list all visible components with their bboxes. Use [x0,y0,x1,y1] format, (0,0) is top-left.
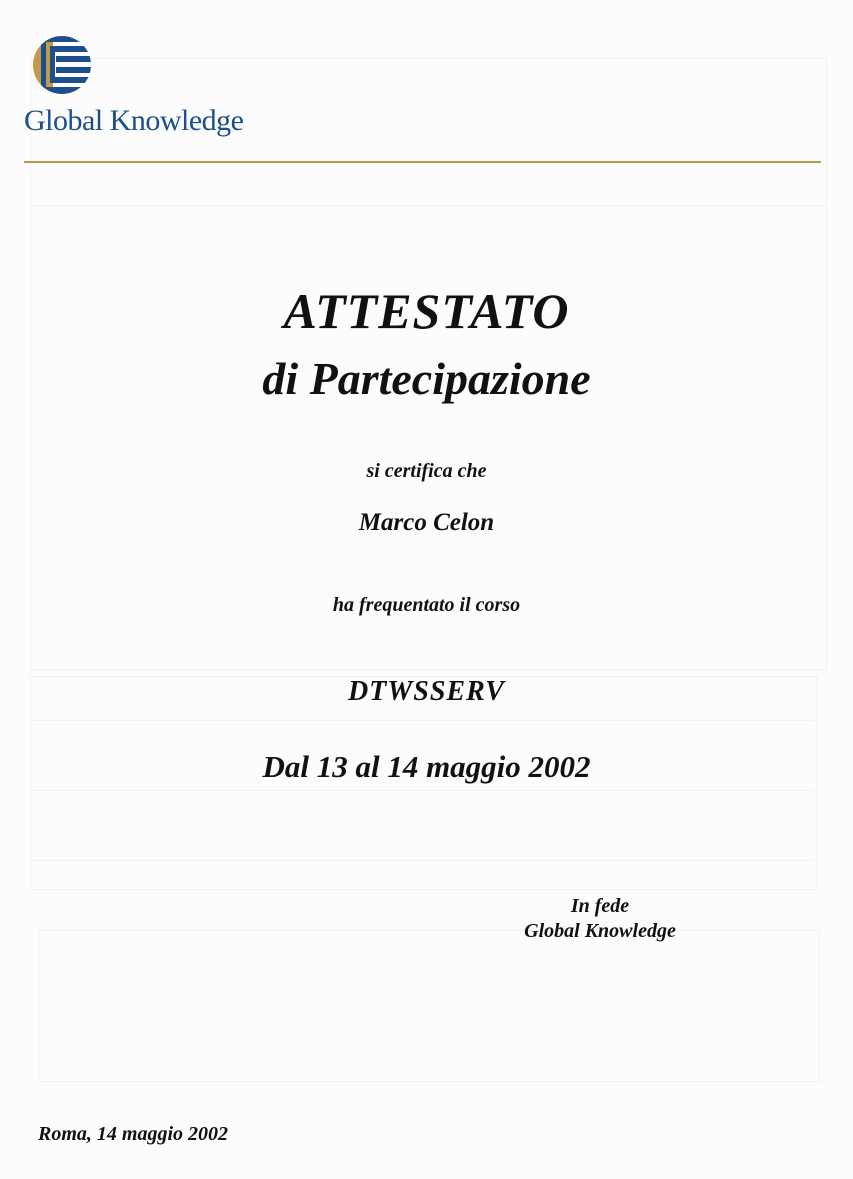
globe-logo-icon [30,34,100,96]
brand-name: Global Knowledge [24,104,244,137]
header-divider [24,161,821,163]
certificate-title: ATTESTATO [283,283,570,339]
certificate-subtitle: di Partecipazione [262,353,591,404]
signature-line-2: Global Knowledge [524,920,676,942]
attended-text: ha frequentato il corso [332,594,521,616]
course-dates: Dal 13 al 14 maggio 2002 [262,749,591,784]
bleed-through-line [30,720,815,721]
signature-line-1: In fede [570,895,630,917]
bleed-through-line [30,205,825,206]
certify-text: si certifica che [366,460,487,482]
bleed-through-box [38,930,820,1082]
bleed-through-line [30,860,815,861]
participant-name: Marco Celon [358,509,495,536]
course-code: DTWSSERV [348,676,505,707]
place-and-date: Roma, 14 maggio 2002 [38,1123,229,1145]
bleed-through-line [30,790,815,791]
